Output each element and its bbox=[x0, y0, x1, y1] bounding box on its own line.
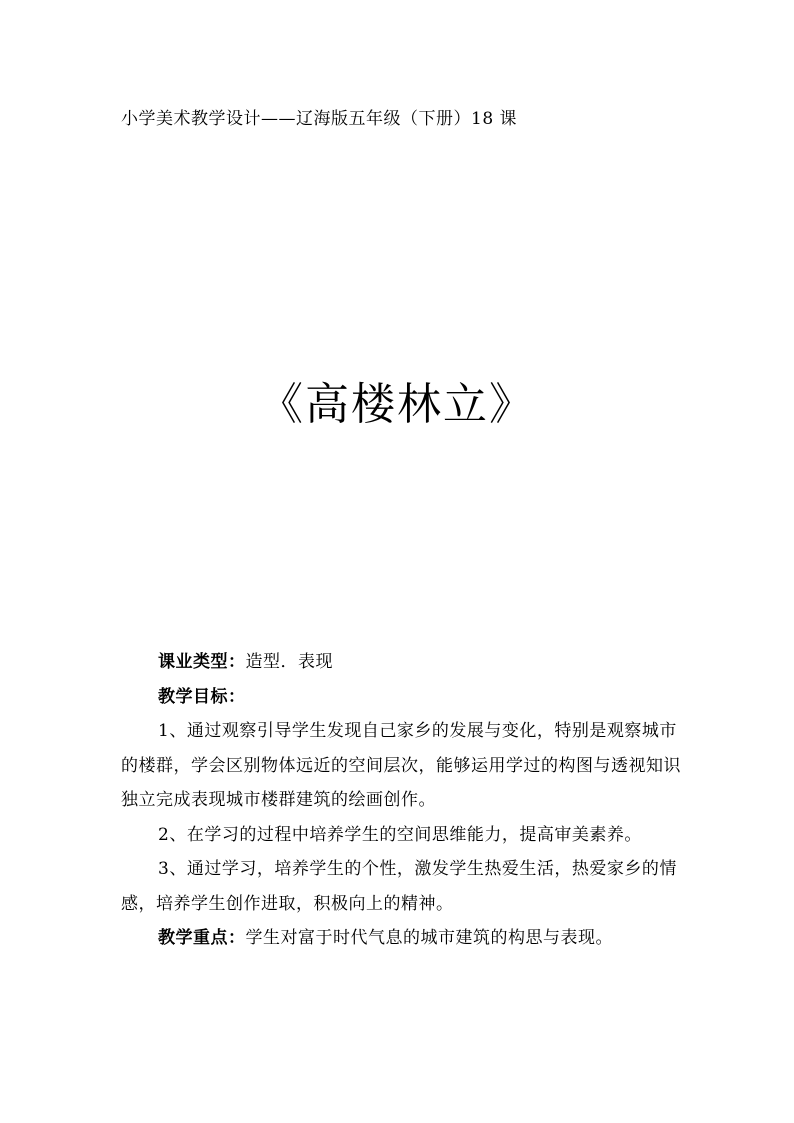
lesson-body bbox=[121, 645, 681, 956]
lesson-title: 《高楼林立》 bbox=[259, 379, 535, 430]
objectives-label: 教学目标： bbox=[158, 686, 246, 707]
lesson-type-paragraph bbox=[121, 645, 681, 680]
key-point-value: 学生对富于时代气息的城市建筑的构思与表现。 bbox=[245, 928, 613, 948]
objectives-paragraph bbox=[121, 680, 681, 715]
document-header: 小学美术教学设计——辽海版五年级（下册）18 课 bbox=[121, 109, 518, 129]
lesson-type-label: 课业类型： bbox=[158, 652, 246, 672]
objective-item-2: 2、在学习的过程中培养学生的空间思维能力，提高审美素养。 bbox=[158, 824, 642, 845]
objective-item-1: 1、通过观察引导学生发现自己家乡的发展与变化，特别是观察城市的楼群，学会区别物体远近的空间层次，能够运用学过的构图与透视知识独立完成表现城市楼群建筑的绘画创作。 bbox=[121, 721, 681, 810]
key-point-label: 教学重点： bbox=[158, 928, 246, 948]
key-point-paragraph bbox=[121, 921, 681, 956]
objective-item-3: 3、通过学习，培养学生的个性，激发学生热爱生活，热爱家乡的情感，培养学生创作进取，积极向上的精神。 bbox=[121, 859, 677, 914]
lesson-type-value: 造型．表现 bbox=[245, 652, 333, 672]
